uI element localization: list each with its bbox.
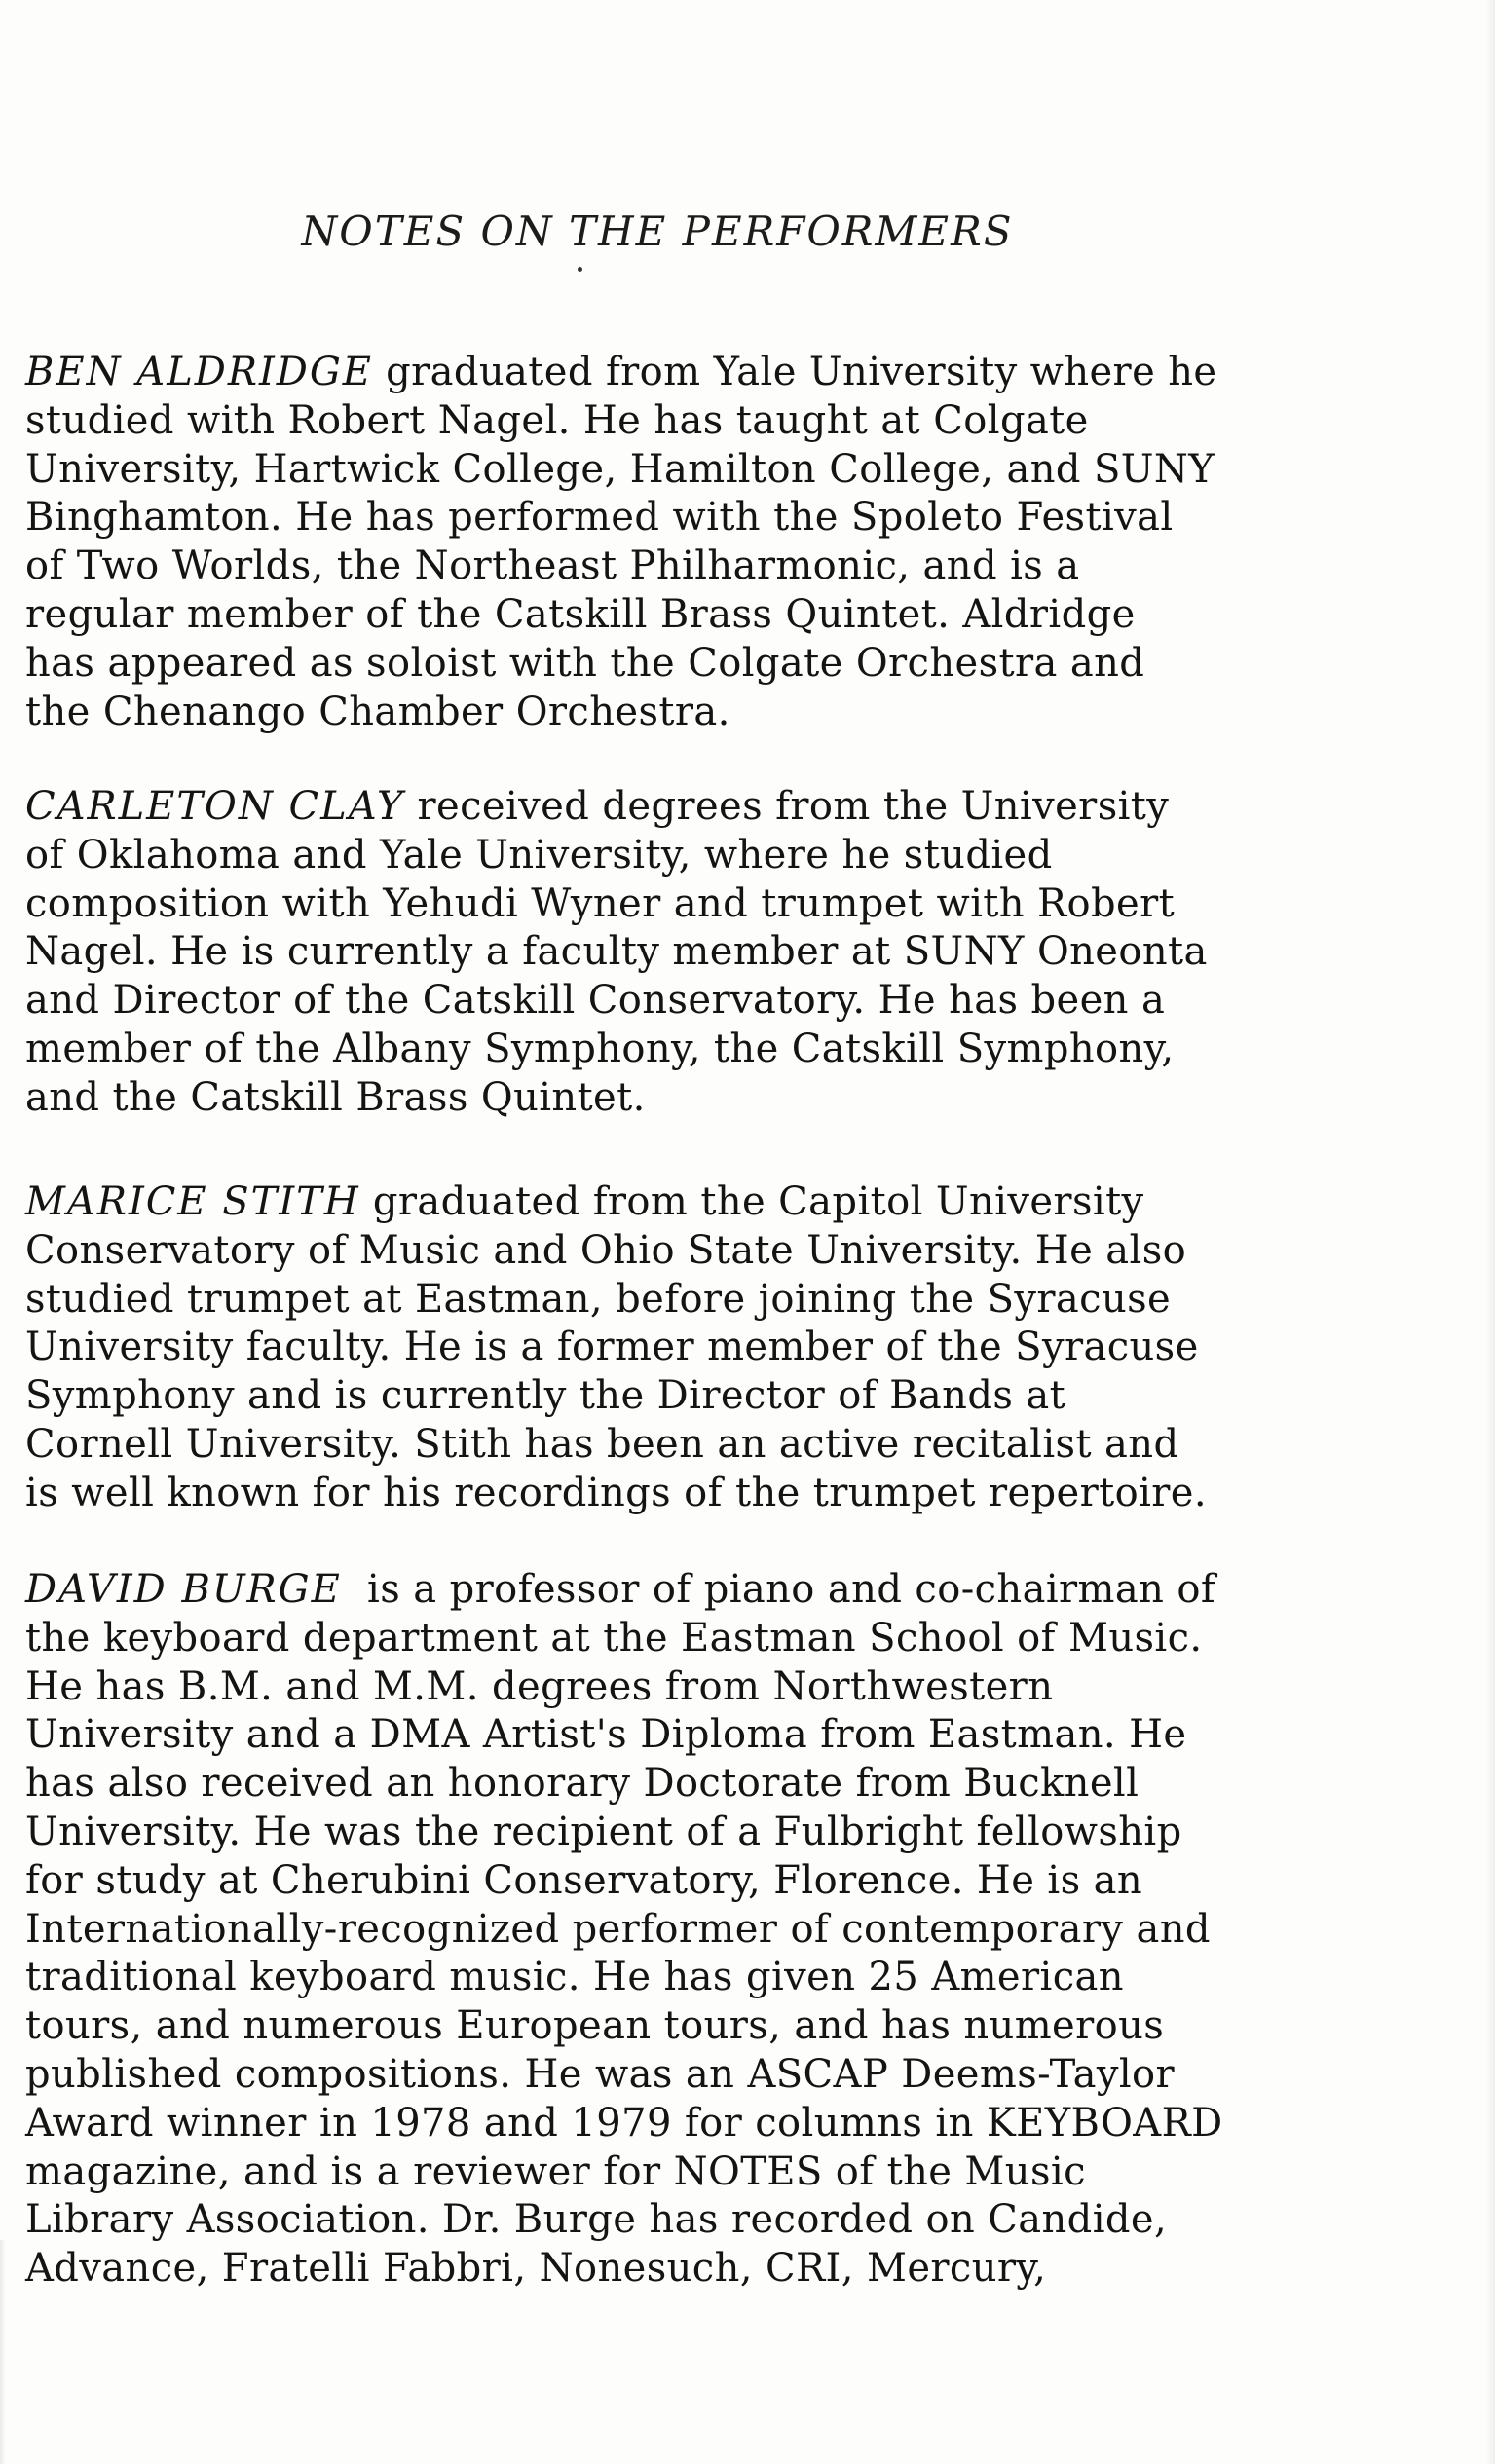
bio-line: University, Hartwick College, Hamilton College, and SUNY [25, 446, 1215, 492]
bio-line: member of the Albany Symphony, the Catskill Symphony, [25, 1026, 1175, 1071]
bio-line [25, 1178, 1476, 1227]
bio-line: studied with Robert Nagel. He has taught at Colgate [25, 397, 1089, 443]
stray-ink-dot [578, 267, 582, 272]
performer-name: CARLETON CLAY [25, 784, 405, 829]
bio-line: and the Catskill Brass Quintet. [25, 1074, 646, 1120]
performer-bio-clay [25, 783, 1476, 1123]
bio-line: and Director of the Catskill Conservatory. He has been a [25, 978, 1166, 1024]
bio-line: Internationally-recognized performer of contemporary and [25, 1906, 1211, 1952]
bio-line: magazine, and is a reviewer for NOTES of the Music [25, 2148, 1086, 2194]
performer-name: MARICE STITH [25, 1179, 360, 1224]
performer-bio-aldridge [25, 349, 1476, 736]
bio-line: Library Association. Dr. Burge has recorded on Candide, [25, 2197, 1168, 2243]
bio-text: received degrees from the University [404, 784, 1170, 829]
bio-line: of Oklahoma and Yale University, where he studied [25, 832, 1053, 877]
bio-text: graduated from Yale University where he [372, 350, 1217, 394]
bio-line: composition with Yehudi Wyner and trumpet with Robert [25, 880, 1176, 926]
bio-line: Advance, Fratelli Fabbri, Nonesuch, CRI, Mercury, [25, 2246, 1047, 2292]
page-title: NOTES ON THE PERFORMERS [301, 207, 1014, 255]
bio-line: the Chenango Chamber Orchestra. [25, 689, 730, 734]
performer-name: DAVID BURGE [25, 1567, 342, 1612]
page-binding-shadow [0, 2240, 6, 2464]
bio-line: has also received an honorary Doctorate from Bucknell [25, 1761, 1140, 1807]
bio-line [25, 1566, 1476, 1615]
bio-line [25, 783, 1476, 832]
bio-line: Nagel. He is currently a faculty member at SUNY Oneonta [25, 929, 1208, 975]
bio-line: Cornell University. Stith has been an active recitalist and [25, 1421, 1179, 1467]
bio-line: regular member of the Catskill Brass Quintet. Aldridge [25, 591, 1136, 637]
bio-line: University and a DMA Artist's Diploma from Eastman. He [25, 1712, 1187, 1758]
bio-line: University faculty. He is a former member of the Syracuse [25, 1325, 1199, 1370]
bio-line: published compositions. He was an ASCAP Deems-Taylor [25, 2051, 1176, 2097]
bio-line: has appeared as soloist with the Colgate Orchestra and [25, 640, 1145, 686]
page-edge-shadow [1485, 0, 1495, 2464]
bio-line: Conservatory of Music and Ohio State University. He also [25, 1227, 1187, 1273]
bio-line: studied trumpet at Eastman, before joining the Syracuse [25, 1276, 1172, 1322]
bio-line: of Two Worlds, the Northeast Philharmonic, and is a [25, 543, 1080, 589]
bio-line: traditional keyboard music. He has given 25 American [25, 1955, 1124, 2000]
performer-bio-burge [25, 1566, 1476, 2294]
bio-text: graduated from the Capitol University [359, 1179, 1144, 1224]
performer-name: BEN ALDRIDGE [25, 350, 373, 394]
performer-bio-stith [25, 1178, 1476, 1518]
bio-line: He has B.M. and M.M. degrees from Northwestern [25, 1663, 1054, 1709]
bio-line: is well known for his recordings of the trumpet repertoire. [25, 1470, 1207, 1515]
bio-line: Award winner in 1978 and 1979 for columns in KEYBOARD [25, 2100, 1223, 2146]
bio-line: the keyboard department at the Eastman School of Music. [25, 1615, 1203, 1661]
bio-line [25, 349, 1476, 397]
bio-line: Symphony and is currently the Director of Bands at [25, 1373, 1066, 1419]
bio-line: for study at Cherubini Conservatory, Florence. He is an [25, 1857, 1143, 1903]
bio-line: Binghamton. He has performed with the Spoleto Festival [25, 495, 1174, 541]
bio-text: is a professor of piano and co-chairman of [341, 1567, 1216, 1612]
bio-line: tours, and numerous European tours, and has numerous [25, 2003, 1165, 2049]
bio-line: University. He was the recipient of a Fulbright fellowship [25, 1809, 1182, 1854]
